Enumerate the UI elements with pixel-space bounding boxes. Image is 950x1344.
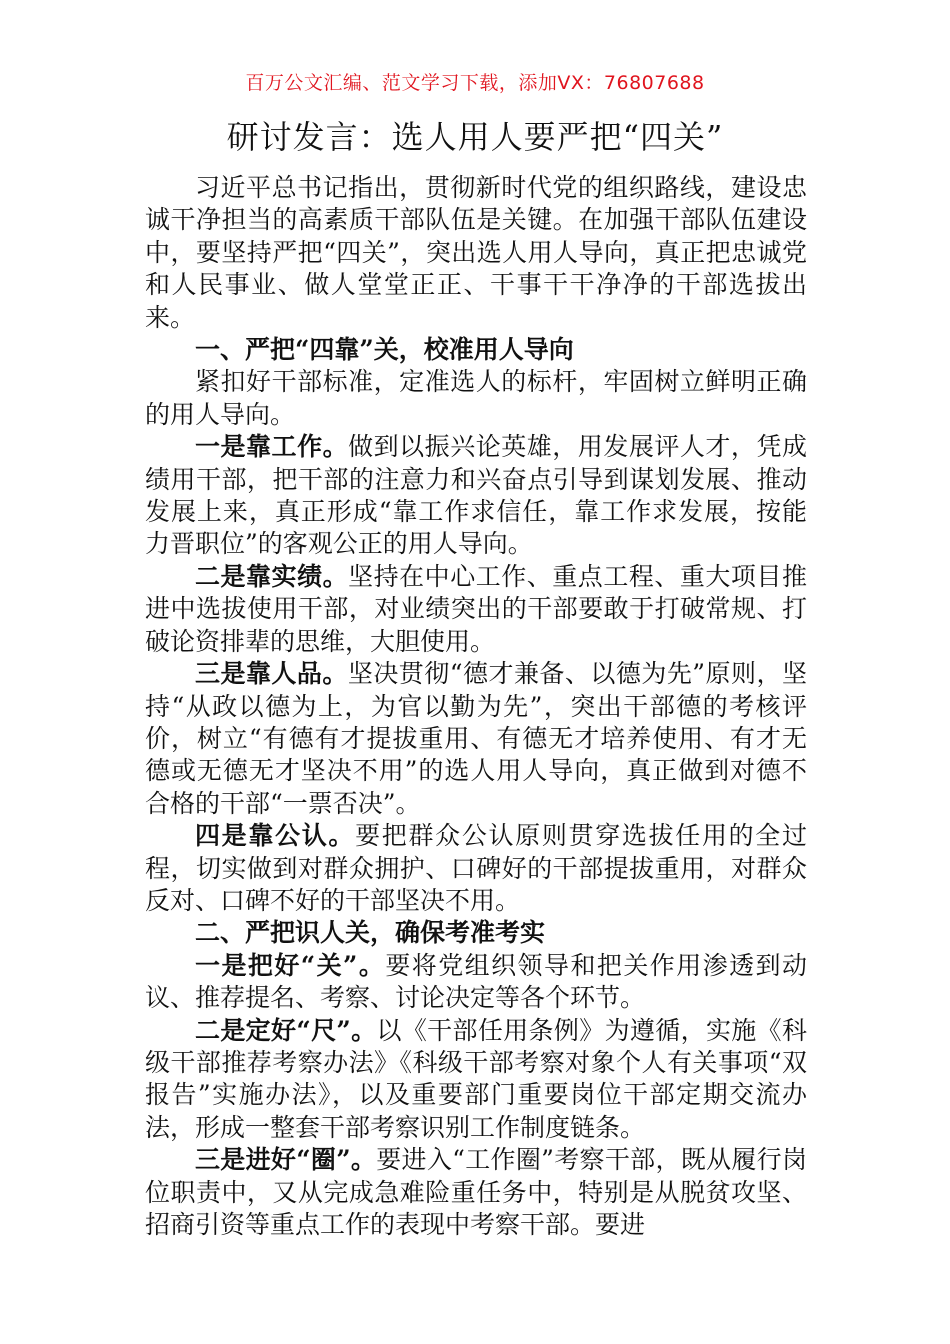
item-lead: 一是把好“关”。 [195, 950, 386, 980]
intro-paragraph: 习近平总书记指出，贯彻新时代党的组织路线，建设忠诚干净担当的高素质干部队伍是关键。在加强干部队伍建设中，要坚持严把“四关”，突出选人用人导向，真正把忠诚党和人民事业、做人堂堂正正、干事干干净净的干部选拔出来。 [145, 173, 807, 332]
item-lead: 二是靠实绩。 [195, 561, 349, 591]
item-text: 以《干部任用条例》为遵循，实施《科级干部推荐考察办法》《科级干部考察对象个人有关事项“双报告”实施办法》，以及重要部门重要岗位干部定期交流办法，形成一整套干部考察识别工作制度链条。 [145, 1015, 807, 1142]
item-lead: 四是靠公认。 [195, 821, 356, 851]
item-text: 要将党组织领导和把关作用渗透到动议、推荐提名、考察、讨论决定等各个环节。 [145, 950, 807, 1013]
item-text: 要进入“工作圈”考察干部，既从履行岗位职责中，又从完成急难险重任务中，特别是从脱贫攻坚、招商引资等重点工作的表现中考察干部。要进 [145, 1145, 807, 1239]
section-intro-paragraph: 紧扣好干部标准，定准选人的标杆，牢固树立鲜明正确的用人导向。 [145, 367, 807, 429]
section-heading: 二、严把识人关，确保考准考实 [195, 918, 546, 948]
list-item [145, 658, 807, 820]
item-lead: 三是进好“圈”。 [195, 1145, 377, 1175]
item-text: 坚决贯彻“德才兼备、以德为先”原则，坚持“从政以德为上，为官以勤为先”，突出干部德的考核评价，树立“有德有才提拔重用、有德无才培养使用、有才无德或无德无才坚决不用”的选人用人导向，真正做到对德不合格的干部“一票否决”。 [145, 659, 807, 818]
section-heading: 一、严把“四靠”关，校准用人导向 [195, 335, 574, 365]
item-text: 做到以振兴论英雄，用发展评人才，凭成绩用干部，把干部的注意力和兴奋点引导到谋划发展、推动发展上来，真正形成“靠工作求信任，靠工作求发展，按能力晋职位”的客观公正的用人导向。 [145, 432, 807, 559]
list-item [145, 1144, 807, 1241]
document-body [145, 172, 807, 1241]
list-item [145, 561, 807, 658]
item-lead: 二是定好“尺”。 [195, 1015, 377, 1045]
list-item [145, 431, 807, 561]
list-item [145, 820, 807, 917]
document-title: 研讨发言：选人用人要严把“四关” [226, 118, 724, 156]
item-text: 要把群众公认原则贯穿选拔任用的全过程，切实做到对群众拥护、口碑好的干部提拔重用，对群众反对、口碑不好的干部坚决不用。 [145, 821, 807, 915]
promo-banner: 百万公文汇编、范文学习下载，添加VX：76807688 [245, 72, 705, 94]
list-item [145, 1015, 807, 1145]
list-item [145, 950, 807, 1015]
item-lead: 三是靠人品。 [195, 659, 348, 689]
item-lead: 一是靠工作。 [195, 432, 349, 462]
item-text: 坚持在中心工作、重点工程、重大项目推进中选拔使用干部，对业绩突出的干部要敢于打破常规、打破论资排辈的思维，大胆使用。 [145, 561, 807, 656]
